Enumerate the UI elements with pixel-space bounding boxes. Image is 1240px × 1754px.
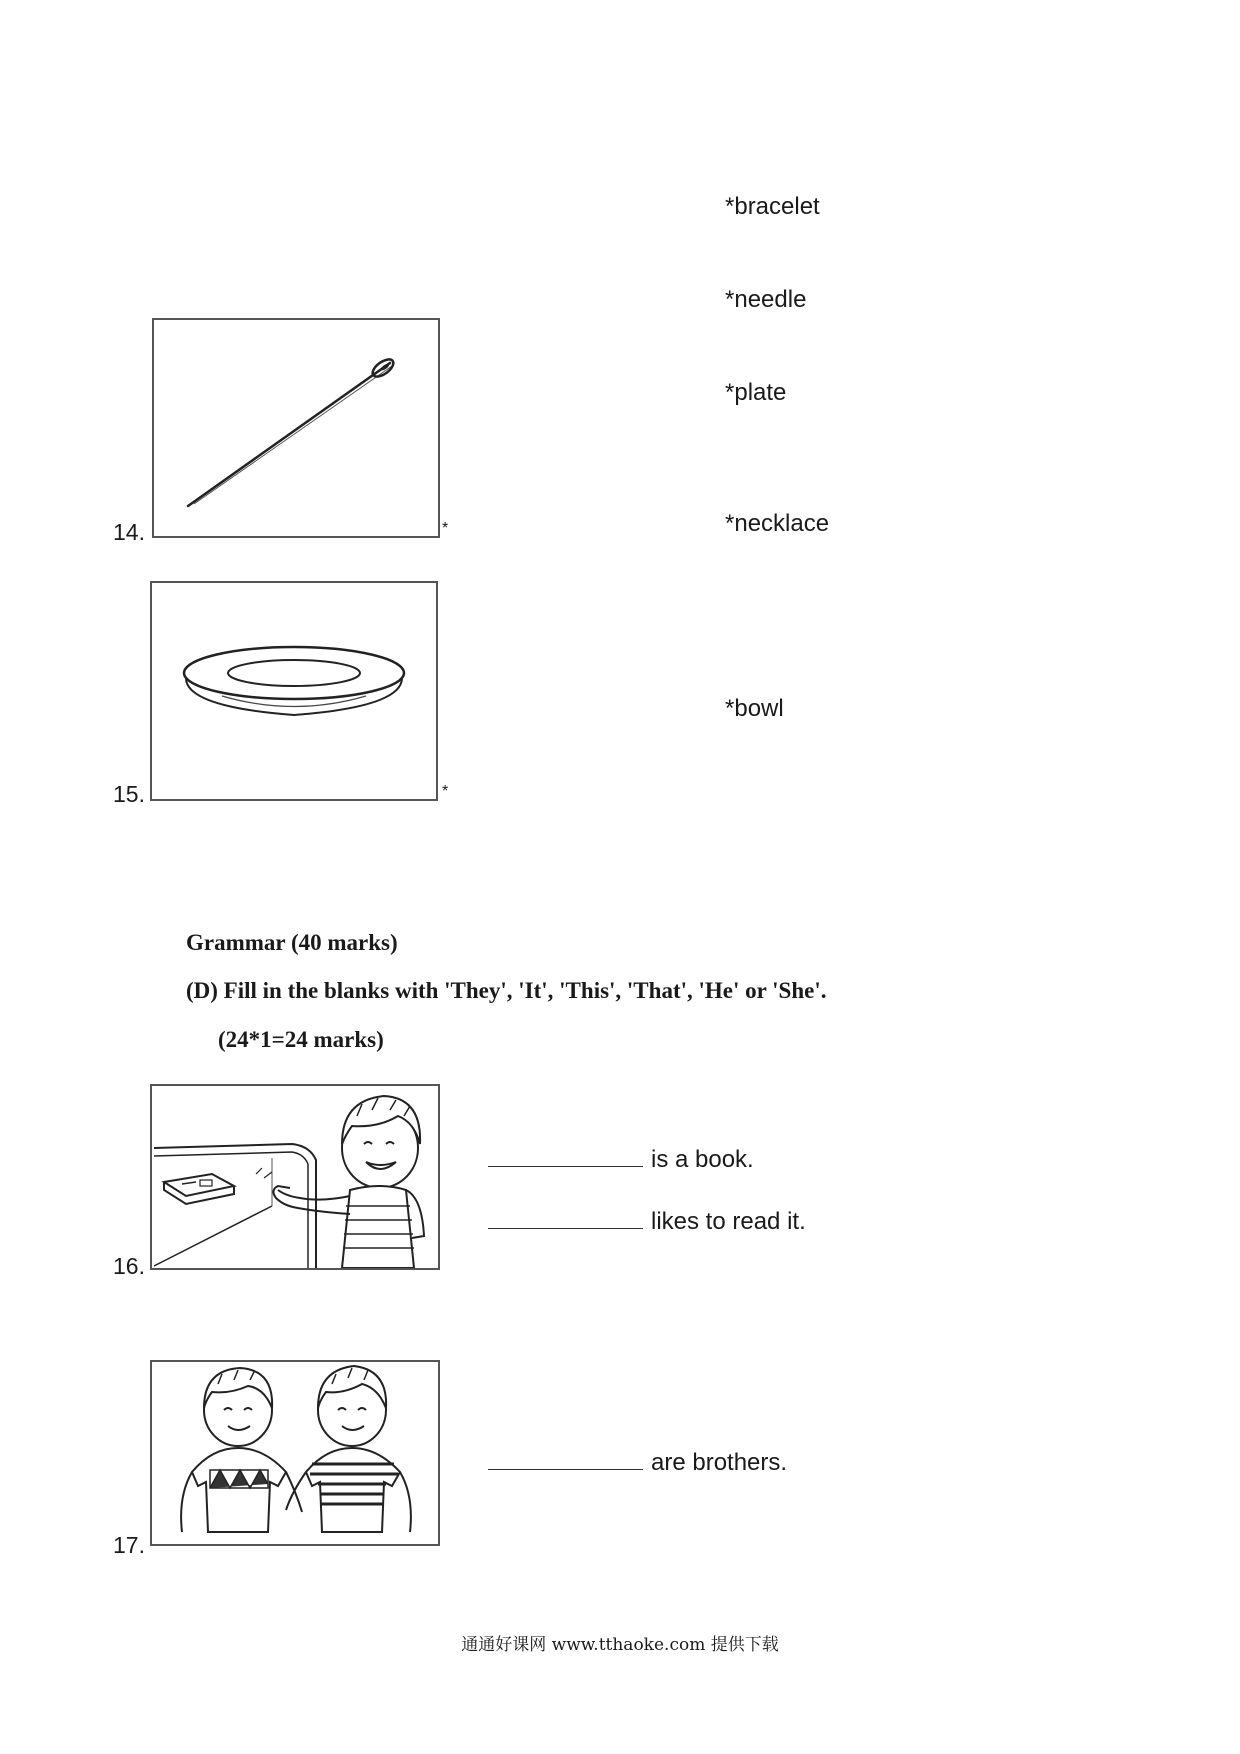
footer-source-note: 通通好课网 www.tthaoke.com 提供下载: [461, 1635, 779, 1655]
question-17-number: 17.: [113, 1532, 145, 1558]
question-17-line-1: [488, 1447, 787, 1477]
question-14-picture-frame: [152, 318, 440, 538]
answer-blank-17[interactable]: [488, 1447, 643, 1470]
option-needle: *needle: [725, 286, 807, 313]
grammar-heading: Grammar (40 marks): [186, 930, 398, 955]
question-16-picture-frame: [150, 1084, 440, 1270]
option-bracelet: *bracelet: [725, 193, 820, 220]
grammar-marks: (24*1=24 marks): [218, 1027, 384, 1052]
question-16-number: 16.: [113, 1253, 145, 1279]
option-bowl: *bowl: [725, 695, 784, 722]
question-16-line-1: [488, 1144, 754, 1174]
question-15-number: 15.: [113, 781, 145, 807]
needle-drawing-icon: [154, 320, 438, 536]
question-14-number: 14.: [113, 519, 145, 545]
option-necklace: *necklace: [725, 510, 830, 537]
plate-drawing-icon: [152, 583, 436, 799]
question-17-picture-frame: [150, 1360, 440, 1546]
question-15-picture-frame: [150, 581, 438, 801]
boy-pointing-at-book-drawing-icon: [152, 1086, 438, 1268]
question-17-sentence-1: are brothers.: [651, 1449, 788, 1476]
question-16-sentence-1: is a book.: [651, 1146, 754, 1173]
answer-blank-16b[interactable]: [488, 1206, 643, 1229]
question-16-sentence-2: likes to read it.: [651, 1208, 806, 1235]
question-15-marker: *: [442, 783, 449, 800]
option-plate: *plate: [725, 379, 787, 406]
two-brothers-drawing-icon: [152, 1362, 438, 1544]
question-16-line-2: [488, 1206, 806, 1236]
answer-blank-16a[interactable]: [488, 1144, 643, 1167]
grammar-instruction: (D) Fill in the blanks with 'They', 'It', 'This', 'That', 'He' or 'She'.: [186, 978, 827, 1003]
question-14-marker: *: [442, 520, 449, 537]
